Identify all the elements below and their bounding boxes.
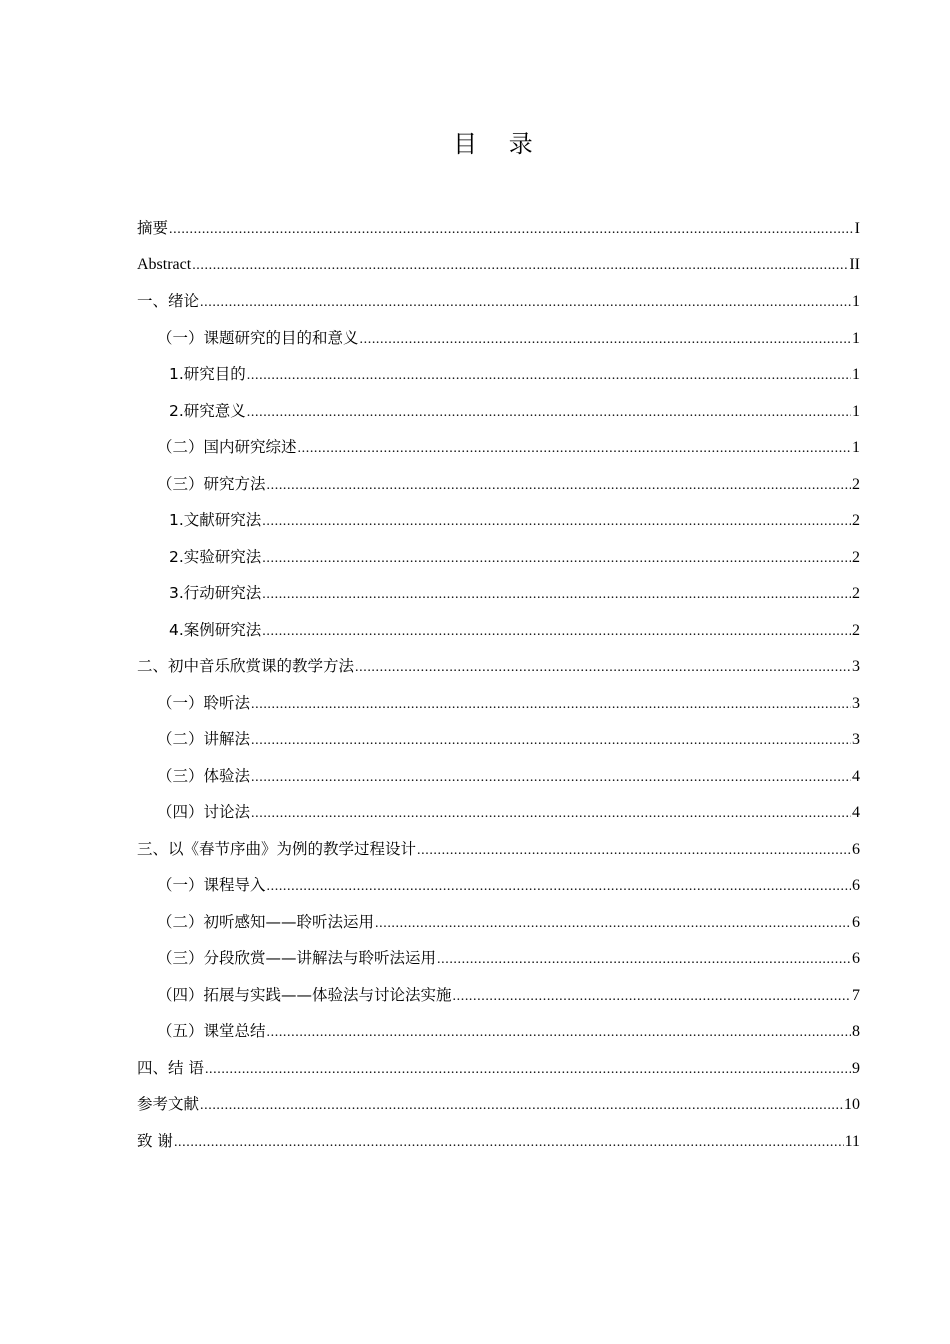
toc-dot-leader: [251, 687, 851, 724]
toc-entry-title: （五）课堂总结: [157, 1022, 266, 1040]
toc-entry-page-number: I: [854, 220, 860, 237]
toc-entry[interactable]: [137, 575, 860, 612]
toc-entry[interactable]: [137, 904, 860, 941]
toc-entry-page-number: 1: [852, 329, 860, 347]
toc-entry-title: （四）拓展与实践——体验法与讨论法实施: [157, 985, 452, 1004]
toc-entry[interactable]: [137, 721, 860, 758]
toc-dot-leader: [251, 723, 851, 760]
toc-dot-leader: [262, 577, 851, 614]
toc-entry-title: （一）课题研究的目的和意义: [157, 328, 359, 347]
toc-entry[interactable]: [137, 940, 860, 977]
toc-entry-title: 2.实验研究法: [169, 547, 262, 566]
toc-dot-leader: [375, 906, 851, 943]
toc-entry-page-number: 6: [852, 840, 860, 858]
toc-entry-page-number: 2: [852, 621, 860, 639]
toc-entry-page-number: 3: [852, 694, 860, 712]
toc-dot-leader: [298, 431, 851, 468]
toc-entry[interactable]: [137, 1086, 860, 1123]
toc-entry-title: 1.文献研究法: [169, 511, 262, 529]
toc-dot-leader: [267, 1015, 851, 1052]
toc-entry-title: 三、以《春节序曲》为例的教学过程设计: [137, 839, 417, 858]
toc-entry-title: 4.案例研究法: [169, 620, 262, 639]
toc-entry-page-number: 1: [852, 293, 860, 310]
toc-entry[interactable]: [137, 539, 860, 576]
toc-dot-leader: [437, 942, 851, 979]
toc-entry[interactable]: [137, 502, 860, 539]
toc-entry-page-number: 3: [852, 658, 860, 675]
toc-entry[interactable]: [137, 210, 860, 247]
toc-entry-title: （二）初听感知——聆听法运用: [157, 912, 375, 931]
toc-dot-leader: [262, 504, 851, 541]
toc-entry-title: （三）分段欣赏——讲解法与聆听法运用: [157, 949, 437, 967]
toc-dot-leader: [200, 1088, 843, 1125]
toc-entry[interactable]: [137, 393, 860, 430]
toc-entry-page-number: 2: [852, 475, 860, 493]
toc-entry[interactable]: [137, 758, 860, 795]
toc-entry[interactable]: [137, 977, 860, 1014]
toc-dot-leader: [262, 541, 851, 578]
toc-entry-page-number: 1: [852, 366, 860, 383]
toc-entry-page-number: 10: [844, 1096, 860, 1113]
toc-entry-title: 参考文献: [137, 1095, 200, 1113]
toc-entry[interactable]: [137, 1123, 860, 1160]
toc-entry[interactable]: [137, 466, 860, 503]
toc-dot-leader: [267, 869, 851, 906]
toc-entry[interactable]: [137, 794, 860, 831]
toc-entry[interactable]: [137, 648, 860, 685]
toc-entry[interactable]: [137, 247, 860, 284]
toc-entry-title: （四）讨论法: [157, 803, 251, 821]
toc-dot-leader: [247, 395, 851, 432]
toc-dot-leader: [200, 285, 851, 322]
toc-entry-page-number: 4: [852, 767, 860, 785]
toc-dot-leader: [251, 760, 851, 797]
toc-entry-page-number: 7: [852, 986, 860, 1004]
toc-entry[interactable]: [137, 831, 860, 868]
toc-entry[interactable]: [137, 283, 860, 320]
toc-dot-leader: [251, 796, 851, 833]
toc-entry-title: 摘要: [137, 219, 169, 237]
toc-entry-page-number: 8: [852, 1023, 860, 1040]
toc-dot-leader: [205, 1052, 851, 1089]
toc-entry-page-number: II: [849, 255, 860, 273]
toc-dot-leader: [360, 322, 851, 359]
page-title: 目 录: [453, 130, 545, 158]
toc-entry[interactable]: [137, 612, 860, 649]
toc-dot-leader: [417, 833, 851, 870]
toc-entry-title: Abstract: [137, 255, 192, 273]
toc-entry-title: （二）国内研究综述: [157, 438, 297, 456]
toc-entry-page-number: 2: [852, 512, 860, 529]
toc-entry-page-number: 1: [852, 439, 860, 456]
toc-dot-leader: [262, 614, 851, 651]
toc-entry-title: （三）体验法: [157, 766, 251, 785]
toc-dot-leader: [453, 979, 851, 1016]
toc-entry-page-number: 2: [852, 548, 860, 566]
toc-entry-title: 2.研究意义: [169, 401, 246, 420]
toc-entry-page-number: 6: [852, 950, 860, 967]
toc-entry-title: 1.研究目的: [169, 365, 246, 383]
toc-entry-title: 一、绪论: [137, 292, 200, 310]
toc-entry-page-number: 2: [852, 585, 860, 602]
toc-dot-leader: [169, 212, 854, 249]
toc-dot-leader: [174, 1125, 844, 1162]
toc-entry[interactable]: [137, 429, 860, 466]
toc-entry[interactable]: [137, 685, 860, 722]
toc-entry[interactable]: [137, 1050, 860, 1087]
toc-entry-title: 3.行动研究法: [169, 584, 262, 602]
toc-entry-page-number: 3: [852, 731, 860, 748]
toc-entry-title: 致 谢: [137, 1131, 173, 1150]
toc-entry-title: （二）讲解法: [157, 730, 251, 748]
toc-entry-page-number: 6: [852, 877, 860, 894]
toc-entry[interactable]: [137, 1013, 860, 1050]
toc-entry-page-number: 4: [852, 804, 860, 821]
toc-entry-page-number: 9: [852, 1059, 860, 1077]
toc-entry-title: （一）聆听法: [157, 693, 251, 712]
toc-entry[interactable]: [137, 320, 860, 357]
toc-entry-title: 四、结 语: [137, 1058, 204, 1077]
table-of-contents: [137, 210, 860, 1159]
toc-entry-title: （三）研究方法: [157, 474, 266, 493]
toc-dot-leader: [355, 650, 851, 687]
toc-entry-title: 二、初中音乐欣赏课的教学方法: [137, 657, 355, 675]
toc-dot-leader: [192, 248, 848, 285]
toc-dot-leader: [267, 468, 851, 505]
toc-dot-leader: [247, 358, 851, 395]
toc-entry-page-number: 11: [844, 1132, 860, 1150]
toc-entry[interactable]: [137, 356, 860, 393]
toc-entry-title: （一）课程导入: [157, 876, 266, 894]
toc-entry-page-number: 6: [852, 913, 860, 931]
toc-entry[interactable]: [137, 867, 860, 904]
toc-entry-page-number: 1: [852, 402, 860, 420]
